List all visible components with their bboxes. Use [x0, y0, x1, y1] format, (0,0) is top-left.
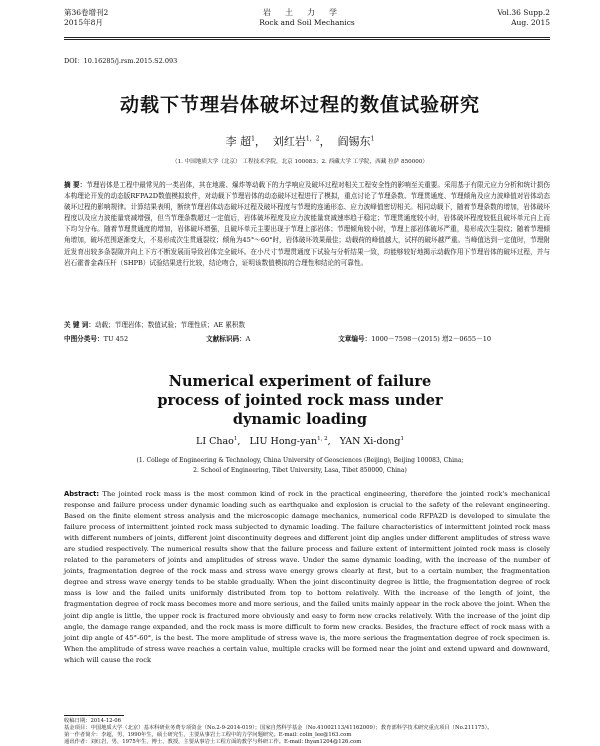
en-abstract: [64, 489, 550, 666]
en-title: [0, 372, 600, 429]
header-rule-1: [64, 37, 550, 38]
doi: DOI：10.16285/j.rsm.2015.S2.093: [64, 57, 178, 65]
cn-author-sup: 1: [251, 135, 255, 143]
date-cn: 2015年8月: [64, 18, 103, 27]
en-author-name: YAN Xi-dong: [339, 436, 401, 448]
cn-classification: [64, 333, 550, 343]
footnote-received: 收稿日期：2014-12-06: [64, 718, 122, 724]
cn-keywords: [64, 319, 550, 329]
volume-en: Vol.36 Supp.2: [497, 8, 550, 17]
footnotes: [64, 718, 550, 746]
footnote-rule: [64, 715, 124, 716]
en-affiliation-1: (1. College of Engineering & Technology, China University of Geosciences (Beijing), Beijing 100083, China;: [136, 457, 464, 464]
cn-author-sup: 1，2: [305, 135, 320, 143]
cn-author-name: 阎锡东: [337, 135, 371, 148]
article-no-label: 文章编号：: [338, 335, 372, 343]
cn-affiliation: （1. 中国地质大学（北京） 工程技术学院，北京 100083；2. 西藏大学 工学院，西藏 拉萨 850000）: [171, 159, 429, 165]
cn-keywords-text: 动载；节理岩体；数值试验；节理性质；AE 累积数: [94, 321, 246, 329]
en-affiliation: [0, 456, 600, 476]
journal-cn: 岩土力学: [263, 8, 351, 17]
en-author-name: LIU Hong-yan: [249, 436, 318, 448]
cn-author-name: 李 超: [225, 135, 252, 148]
en-authors: LI Chao$^1$, LIU Hong-yan$^{1, 2}$, YAN Xi-dong$^1$: [196, 436, 404, 448]
clc-label: 中图分类号：: [64, 335, 104, 343]
en-author-sup: 1, 2: [317, 436, 328, 442]
footnote-fund: 基金项目：中国地质大学（北京）基本科研业务费专项资金（No.2-9-2014-019）；国家自然科学基金（No.41002113/41162009）；教育部科学技术研究重点项目（No.211175）。: [64, 725, 493, 731]
en-abstract-label: Abstract:: [64, 490, 100, 498]
cn-author-sup: 1: [370, 135, 375, 143]
cn-author-name: 刘红岩: [272, 135, 306, 148]
en-affiliation-2: 2. School of Engineering, Tibet University, Lasa, Tibet 850000, China): [193, 467, 407, 474]
cn-authors: 李 超$^1$， 刘红岩$^{1,2}$， 阎锡东$^1$: [225, 135, 375, 148]
date-en: Aug. 2015: [511, 18, 550, 27]
en-author-sup: 1: [233, 436, 238, 442]
cn-abstract-label: 摘 要：: [64, 181, 87, 189]
volume-cn: 第36卷增刊2: [64, 8, 109, 17]
header-rule-2: [64, 39, 550, 40]
header-center: [64, 8, 550, 28]
cn-keywords-label: 关 键 词：: [64, 321, 95, 329]
header-right: [497, 8, 550, 28]
footnote-author2: 通讯作者：刘红岩，男，1975年生，博士，教授，主要从事岩土工程方面的教学与科研工作。E-mail: lhyan1204@126.com: [64, 739, 362, 745]
en-title-text: Numerical experiment of failure process of jointed rock mass under dynamic loading: [157, 373, 443, 428]
running-header: [64, 8, 550, 38]
doc-code-value: A: [245, 335, 251, 343]
cn-abstract: [64, 180, 550, 269]
clc-value: TU 452: [103, 335, 129, 343]
doc-code-label: 文献标识码：: [206, 335, 246, 343]
journal-en: Rock and Soil Mechanics: [259, 18, 355, 27]
cn-title: 动载下节理岩体破坏过程的数值试验研究: [119, 94, 480, 116]
en-abstract-text: The jointed rock mass is the most common kind of rock in the practical engineering, therefore the jointed rock's mechanical response and failure process under dynamic loading such as earthquake and explosion is crucial to the safety of the relevant engineering. Based on the finite element stress analysis and the microscopic damage mechanics, numerical code RFPA2D is developed to simulate the failure process of intermittent jointed rock mass subjected to dynamic loading. The failure characteristics of intermittent jointed rock mass with different numbers of joints, different joint discontinuity degrees and different joint dip angles under different amplitudes of stress wave are studied respectively. The numerical results show that the failure process and failure extent of intermittent jointed rock mass is closely related to the parameters of joints and amplitudes of stress wave. Under the same dynamic loading, with the increase of the number of joints, fragmentation degree of the rock mass and stress wave energy grows clearly at first, but to a certain number, the fragmentation degree and stress wave energy tends to be stable gradually. When the joint discontinuity degree is little, the fragmentation degree of rock mass is low and the failed units uniformly distributed from top to bottom relatively. With the increase of the length of joint, the fragmentation degree of rock mass becomes more and more serious, and the failed units mainly appear in the rock above the joint. When the joint dip angle is little, the upper rock is fractured more obviously and easy to form new cracks relatively. With the increase of the joint dip angle, the damage range expanded, and the rock mass is more difficult to form new cracks. Besides, the fracture effect of rock mass with a joint dip angle of 45°-60°, is the best. The more amplitude of stress wave is, the more serious the fragmentation degree of rock specimen is. When the amplitude of stress wave reaches a certain value, multiple cracks will be formed near the joint and extend upward and downward, which will cause the rock: [64, 490, 550, 664]
footnote-author1: 第一作者简介：李超，男，1990年生，硕士研究生，主要从事岩土工程中的力学问题研究。E-mail: colin_lee@163.com: [64, 732, 352, 738]
article-no-value: 1000－7598－(2015) 增2－0655－10: [371, 335, 492, 343]
en-author-sup: 1: [400, 436, 404, 442]
cn-abstract-text: 节理岩体是工程中最常见的一类岩体，其在地震、爆炸等动载下的力学响应及破坏过程对相关工程安全性的影响至关重要。采用基于有限元应力分析和统计损伤本构理论开发的动态版RFPA2D数值模拟软件，对动载下节理岩体的动态破坏过程进行了模拟，重点讨论了节理条数、节理贯通度、节理倾角及应力波峰值对岩体动态破坏过程的影响规律。计算结果表明，断续节理岩体动态破坏过程及破坏程度与节理的连通形态、应力波峰值密切相关。相同动载下，随着节理条数的增加，岩体破坏程度以及应力波能量衰减增强，但当节理条数超过一定值后，岩体破坏程度及应力波能量衰减速率趋于稳定；节理贯通度较小时，岩体破坏程度较低且破坏单元自上而下均匀分布。随着节理贯通度的增加，岩体破坏增强，且破坏单元主要出现于节理上部岩体；节理倾角较小时，节理上部岩体破坏严重，易形成次生裂纹；随着节理倾角增加，破坏范围逐渐变大，不易形成次生贯通裂纹；倾角为45°～60°时，岩体破坏效果最佳；动载荷的峰值越大，试样的破坏越严重。当峰值达到一定值时，节理附近发育出较多条裂隙并向上下方不断发展而导致岩体完全破坏。在小尺寸节理贯通度下试验与分析结果一致，均能够较好地揭示动载作用下节理岩体的破坏过程，并与岩石霍普金森压杆（SHPB）试验结果进行比较，结论吻合，证明该数值模拟的合理性和结论的可靠性。: [64, 181, 551, 267]
en-author-name: LI Chao: [196, 436, 234, 448]
